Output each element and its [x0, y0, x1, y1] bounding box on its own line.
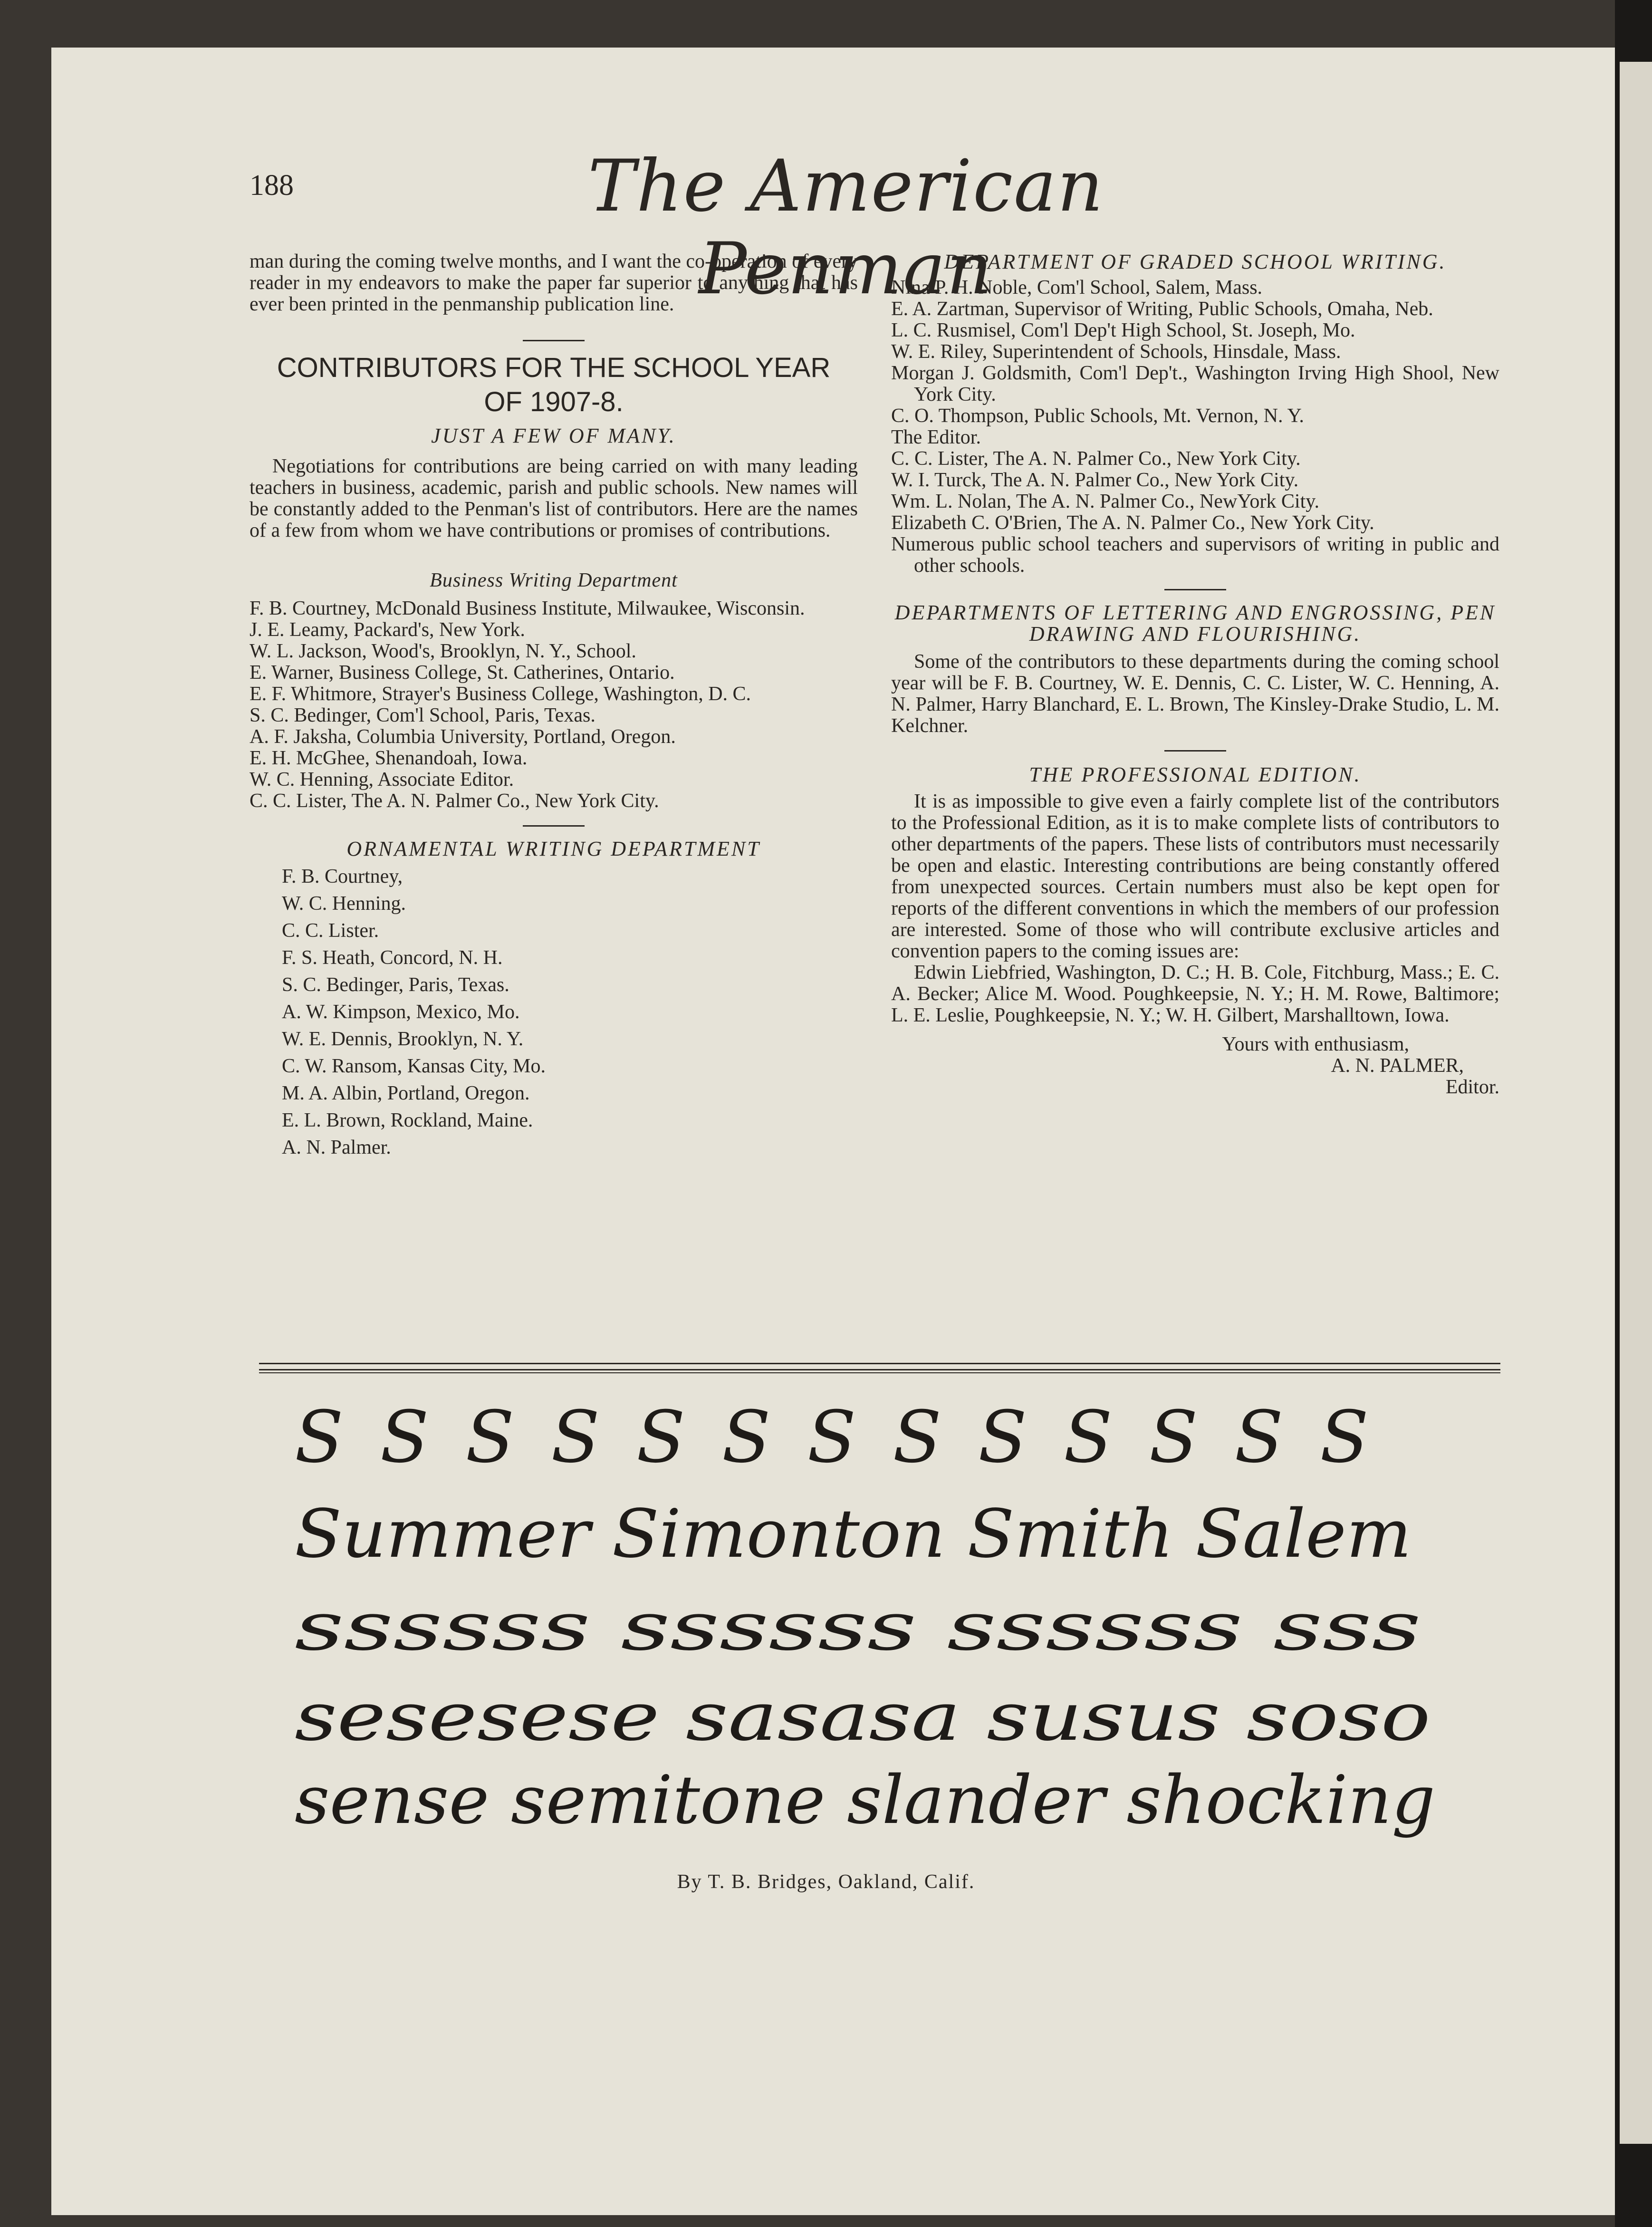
list-item: W. I. Turck, The A. N. Palmer Co., New York City.: [891, 469, 1299, 491]
list-item: E. F. Whitmore, Strayer's Business College, Washington, D. C.: [250, 683, 751, 705]
negotiations-paragraph: Negotiations for contributions are being carried on with many leading teachers in business, academic, parish and public schools. New names will be constantly added to the Penman's list of contributors. Here are the names of a few from whom we have contributions or promises of contributions.: [250, 455, 858, 541]
list-item: W. L. Jackson, Wood's, Brooklyn, N. Y., School.: [250, 640, 636, 662]
left-column: [250, 251, 858, 1161]
list-item: Nina P. H. Noble, Com'l School, Salem, Mass.: [891, 277, 1263, 299]
intro-paragraph: man during the coming twelve months, and I want the co-operation of every reader in my endeavors to make the paper far superior to anything that has ever been printed in the penmanship publication line.: [250, 251, 858, 315]
closing-salutation: Yours with enthusiasm,: [1222, 1033, 1409, 1055]
list-item: E. A. Zartman, Supervisor of Writing, Public Schools, Omaha, Neb.: [891, 298, 1433, 320]
closing-title: Editor.: [1445, 1076, 1499, 1098]
business-writing-heading: Business Writing Department: [430, 569, 678, 591]
next-page-edge: [1620, 62, 1652, 2144]
script-line-1: S S S S S S S S S S S S S: [295, 1396, 1369, 1479]
professional-edition-heading: THE PROFESSIONAL EDITION.: [1029, 763, 1362, 786]
contributors-heading-line1: CONTRIBUTORS FOR THE SCHOOL YEAR: [277, 352, 831, 383]
divider-rule: [259, 1363, 1500, 1364]
lettering-paragraph: Some of the contributors to these departments during the coming school year will be F. B. Courtney, W. E. Dennis, C. C. Lister, W. C. Henning, A. N. Palmer, Harry Blanchard, E. L. Brown, The Kinsley-Drake Studio, L. M. Kelchner.: [891, 651, 1499, 737]
list-item: C. W. Ransom, Kansas City, Mo.: [282, 1055, 546, 1077]
list-item: E. H. McGhee, Shenandoah, Iowa.: [250, 747, 528, 769]
script-line-2: Summer Simonton Smith Salem: [295, 1495, 1412, 1573]
script-line-4: sesesese sasasa susus soso: [295, 1678, 1431, 1756]
list-item: A. F. Jaksha, Columbia University, Portland, Oregon.: [250, 726, 676, 748]
graded-contributors-list: [891, 277, 1499, 577]
subheading: JUST A FEW OF MANY.: [431, 424, 676, 447]
list-item: M. A. Albin, Portland, Oregon.: [282, 1082, 530, 1104]
divider-rule: [259, 1369, 1500, 1370]
business-contributors-list: [250, 598, 858, 812]
list-item: Elizabeth C. O'Brien, The A. N. Palmer Co., New York City.: [891, 512, 1374, 534]
list-item: Numerous public school teachers and supervisors of writing in public and other schools.: [891, 533, 1499, 577]
ornamental-contributors-list: [250, 863, 858, 1161]
list-item: S. C. Bedinger, Paris, Texas.: [282, 974, 509, 996]
list-item: C. C. Lister, The A. N. Palmer Co., New York City.: [891, 448, 1301, 470]
lettering-heading: DEPARTMENTS OF LETTERING AND ENGROSSING, PEN DRAWING AND FLOURISHING.: [894, 601, 1496, 646]
page-number: 188: [250, 169, 294, 202]
professional-names: Edwin Liebfried, Washington, D. C.; H. B. Cole, Fitchburg, Mass.; E. C. A. Becker; Alice M. Wood. Poughkeepsie, N. Y.; H. M. Rowe, Baltimore; L. E. Leslie, Poughkeepsie, N. Y.; W. H. Gilbert, Marshalltown, Iowa.: [891, 962, 1499, 1026]
contributors-heading-line2: OF 1907-8.: [484, 386, 624, 417]
list-item: F. S. Heath, Concord, N. H.: [282, 947, 503, 969]
list-item: C. O. Thompson, Public Schools, Mt. Vernon, N. Y.: [891, 405, 1304, 427]
list-item: C. C. Lister.: [282, 920, 379, 942]
divider-rule: [259, 1372, 1500, 1373]
list-item: A. N. Palmer.: [282, 1137, 391, 1158]
list-item: C. C. Lister, The A. N. Palmer Co., New York City.: [250, 790, 659, 812]
specimen-byline: By T. B. Bridges, Oakland, Calif.: [677, 1871, 975, 1893]
list-item: S. C. Bedinger, Com'l School, Paris, Texas.: [250, 704, 595, 726]
penmanship-specimen: [285, 1388, 1473, 1863]
list-item: W. C. Henning, Associate Editor.: [250, 769, 514, 791]
masthead-title: The American Penman: [587, 145, 1105, 310]
professional-paragraph: It is as impossible to give even a fairly complete list of the contributors to the Professional Edition, as it is to make complete lists of contributors to other departments of the papers. These lists of contributors must necessarily be open and elastic. Interesting contributions are being constantly offered from unexpected sources. Certain numbers must also be kept open for reports of the different conventions in which the members of our profession are interested. Some of those who will contribute exclusive articles and convention papers to the coming issues are:: [891, 791, 1499, 962]
script-line-3: ssssss ssssss ssssss sss: [295, 1588, 1421, 1666]
list-item: A. W. Kimpson, Mexico, Mo.: [282, 1001, 520, 1023]
list-item: W. E. Riley, Superintendent of Schools, Hinsdale, Mass.: [891, 341, 1341, 363]
script-line-5: sense semitone slander shocking: [295, 1762, 1435, 1839]
list-item: W. C. Henning.: [282, 893, 406, 915]
list-item: The Editor.: [891, 426, 981, 448]
list-item: J. E. Leamy, Packard's, New York.: [250, 619, 525, 641]
right-column: [891, 251, 1499, 1098]
list-item: W. E. Dennis, Brooklyn, N. Y.: [282, 1028, 524, 1050]
ornamental-heading: ORNAMENTAL WRITING DEPARTMENT: [346, 837, 761, 860]
list-item: E. Warner, Business College, St. Catherines, Ontario.: [250, 662, 675, 684]
closing-signature: A. N. PALMER,: [1331, 1055, 1464, 1077]
list-item: E. L. Brown, Rockland, Maine.: [282, 1109, 533, 1131]
list-item: L. C. Rusmisel, Com'l Dep't High School, St. Joseph, Mo.: [891, 319, 1355, 341]
list-item: Wm. L. Nolan, The A. N. Palmer Co., NewYork City.: [891, 491, 1320, 512]
list-item: Morgan J. Goldsmith, Com'l Dep't., Washington Irving High Shool, New York City.: [891, 362, 1499, 405]
list-item: F. B. Courtney, McDonald Business Institute, Milwaukee, Wisconsin.: [250, 598, 805, 619]
list-item: F. B. Courtney,: [282, 866, 403, 887]
graded-school-heading: DEPARTMENT OF GRADED SCHOOL WRITING.: [944, 250, 1447, 273]
